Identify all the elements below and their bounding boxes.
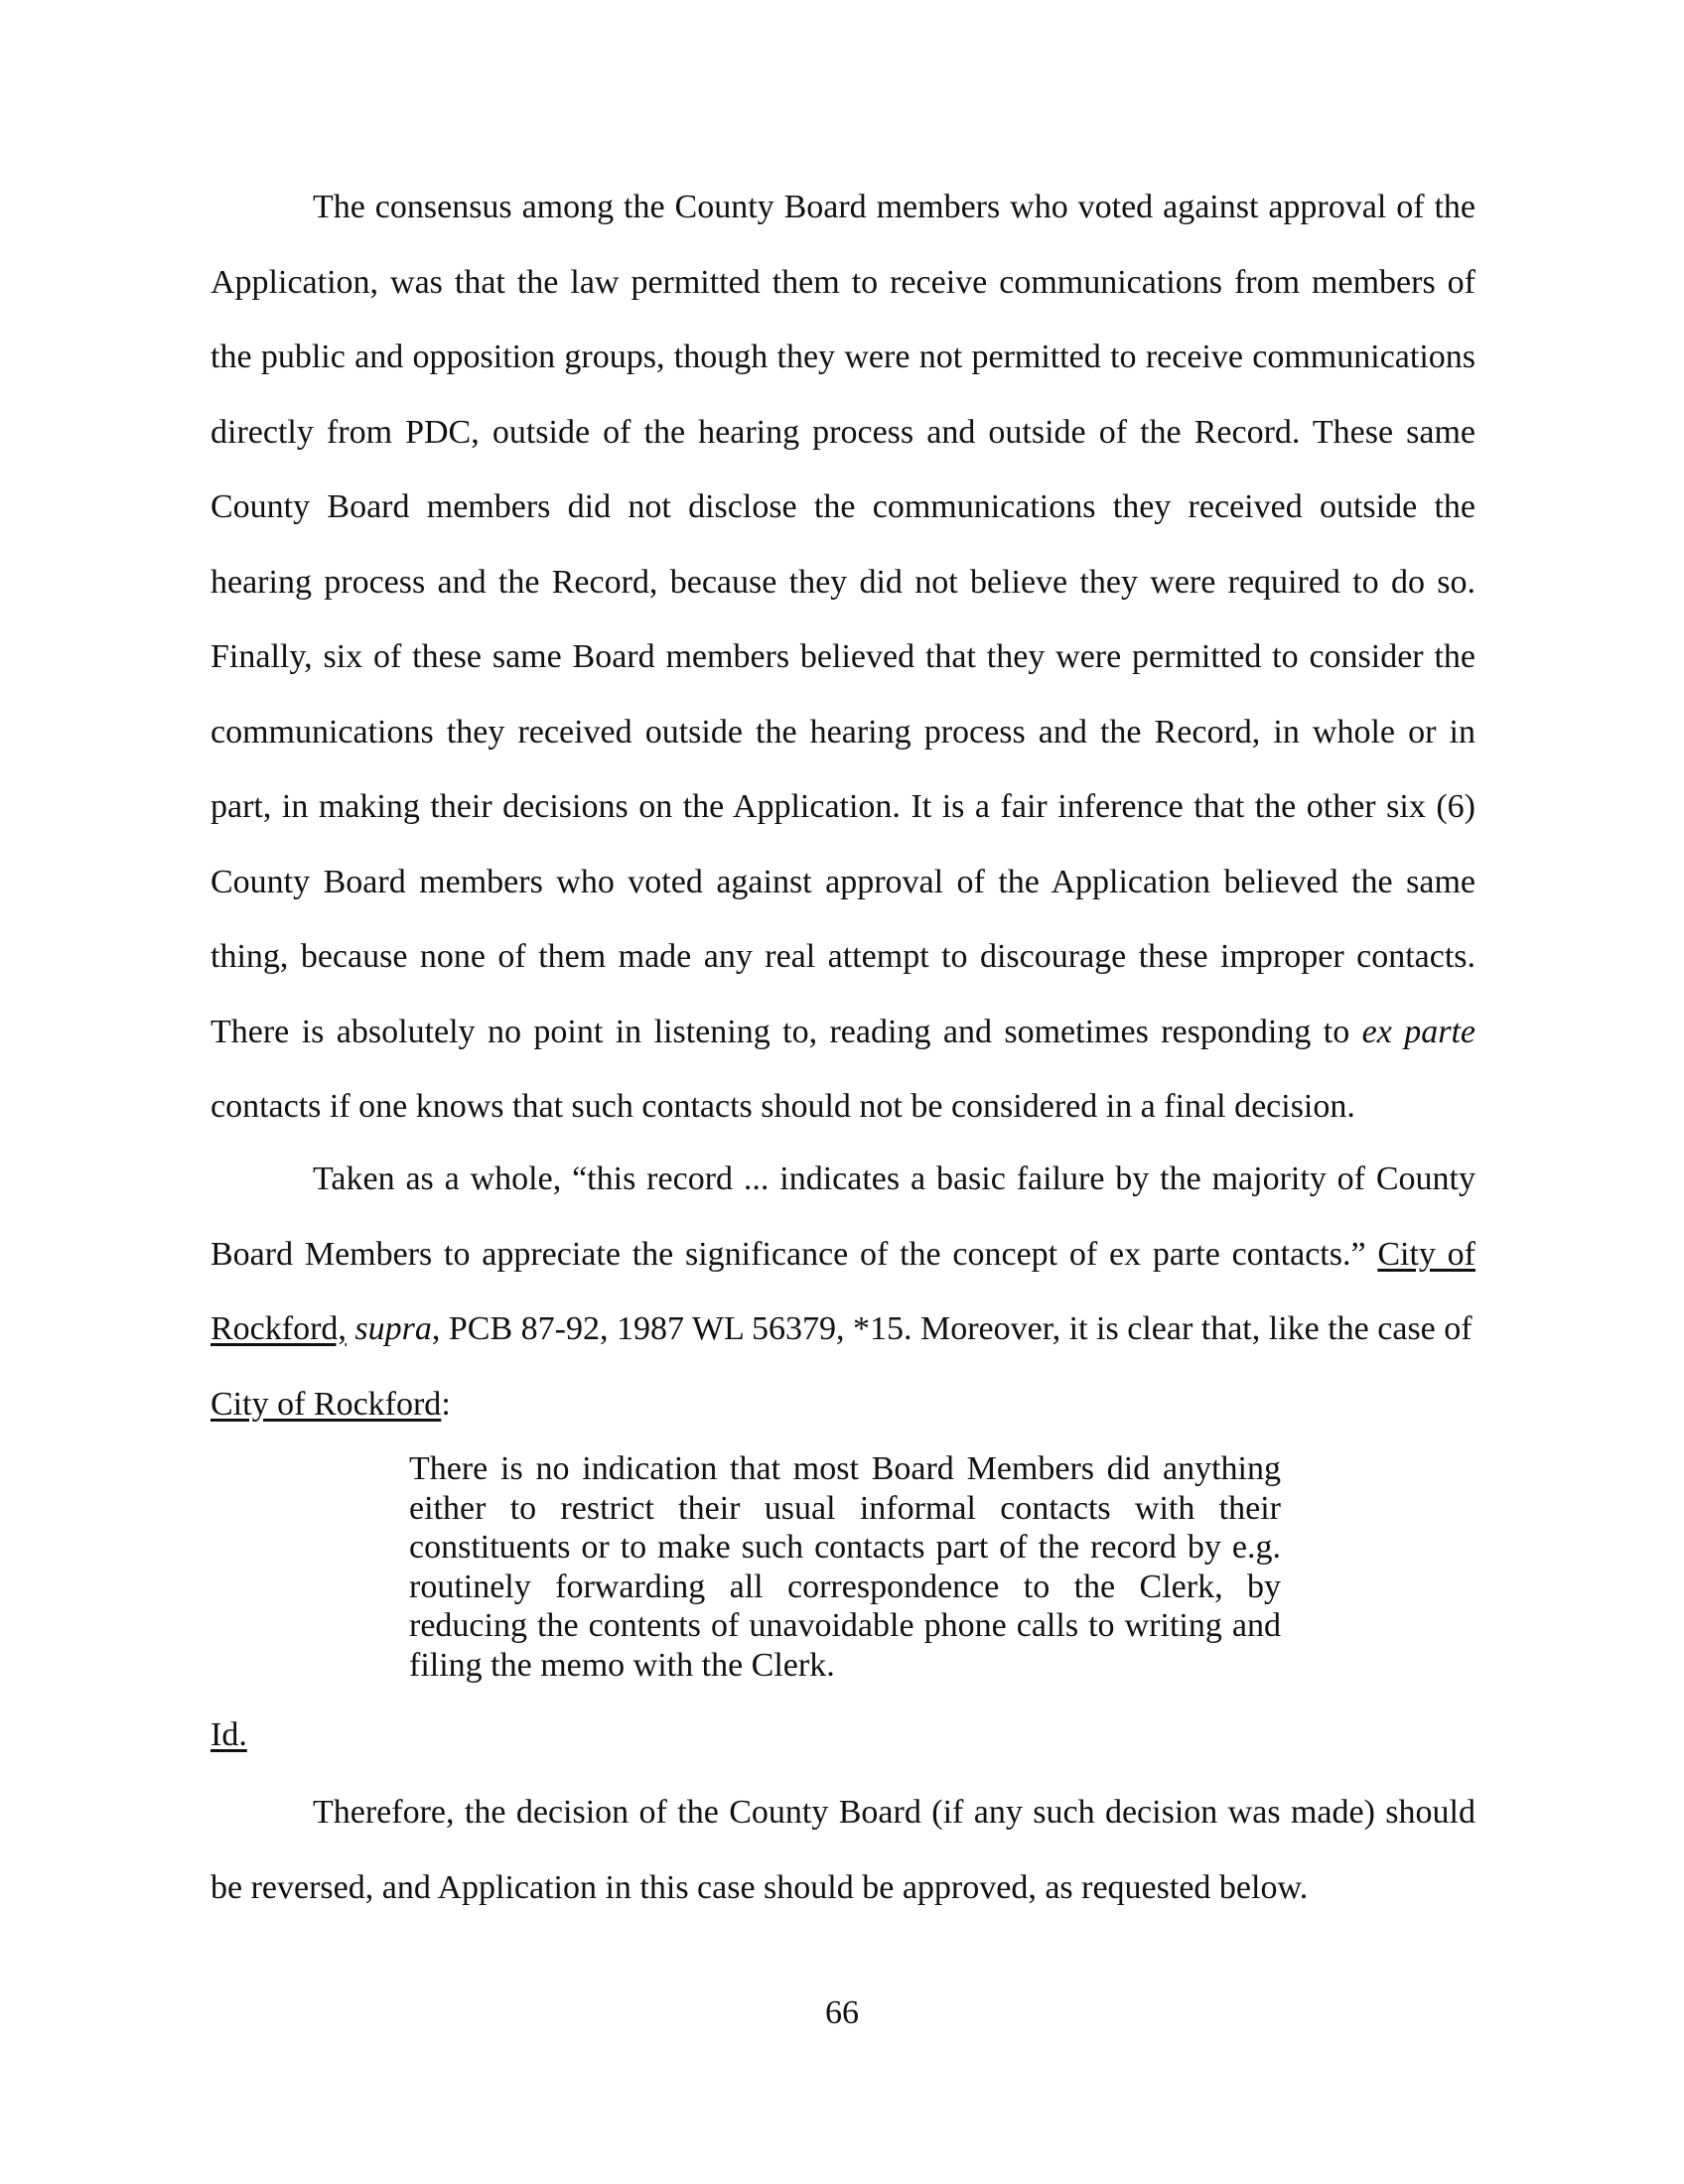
city-of-rockford-citation: City of Rockford, bbox=[210, 1235, 1475, 1347]
city-of-rockford-case-name: City of Rockford bbox=[210, 1385, 442, 1423]
paragraph-taken-as-whole bbox=[210, 1142, 1475, 1441]
paragraph-1-tail: contacts if one knows that such contacts should not be considered in a final decision. bbox=[210, 1088, 1355, 1125]
colon: : bbox=[441, 1385, 451, 1423]
paragraph-conclusion: Therefore, the decision of the County Board (if any such decision was made) should be reversed, and Application in this case should be approved, as requested below. bbox=[210, 1794, 1475, 1906]
citation-details: , PCB 87-92, 1987 WL 56379, *15. Moreover, it is clear that, like the case of bbox=[431, 1310, 1473, 1347]
supra-italic: supra bbox=[354, 1310, 432, 1347]
paragraph-ex-parte-consensus bbox=[210, 170, 1475, 1145]
id-citation: Id. bbox=[210, 1716, 247, 1753]
page-number: 66 bbox=[825, 1994, 859, 2031]
ex-parte-italic: ex parte bbox=[1361, 1013, 1475, 1050]
paragraph-1-text: The consensus among the County Board members who voted against approval of the Application, was that the law permitted them to receive communications from members of the public and opposition groups, though they were not permitted to receive communications directly from PDC, outside of the hearing process and outside of the Record. These same County Board members did not disclose the communications they received outside the hearing process and the Record, because they did not believe they were required to do so. Finally, six of these same Board members believed that they were permitted to consider the communications they received outside the hearing process and the Record, in whole or in part, in making their decisions on the Application. It is a fair inference that the other six (6) County Board members who voted against approval of the Application believed the same thing, because none of them made any real attempt to discourage these improper contacts. There is absolutely no point in listening to, reading and sometimes responding to bbox=[210, 189, 1475, 1050]
paragraph-2-lead: Taken as a whole, “this record ... indicates a basic failure by the majority of County Board Members to appreciate the significance of the concept of ex parte contacts.” bbox=[210, 1160, 1475, 1273]
block-quote: There is no indication that most Board Members did anything either to restrict their usual informal contacts with their constituents or to make such contacts part of the record by e.g. routinely forwarding all correspondence to the Clerk, by reducing the contents of unavoidable phone calls to writing and filing the memo with the Clerk. bbox=[409, 1450, 1281, 1684]
